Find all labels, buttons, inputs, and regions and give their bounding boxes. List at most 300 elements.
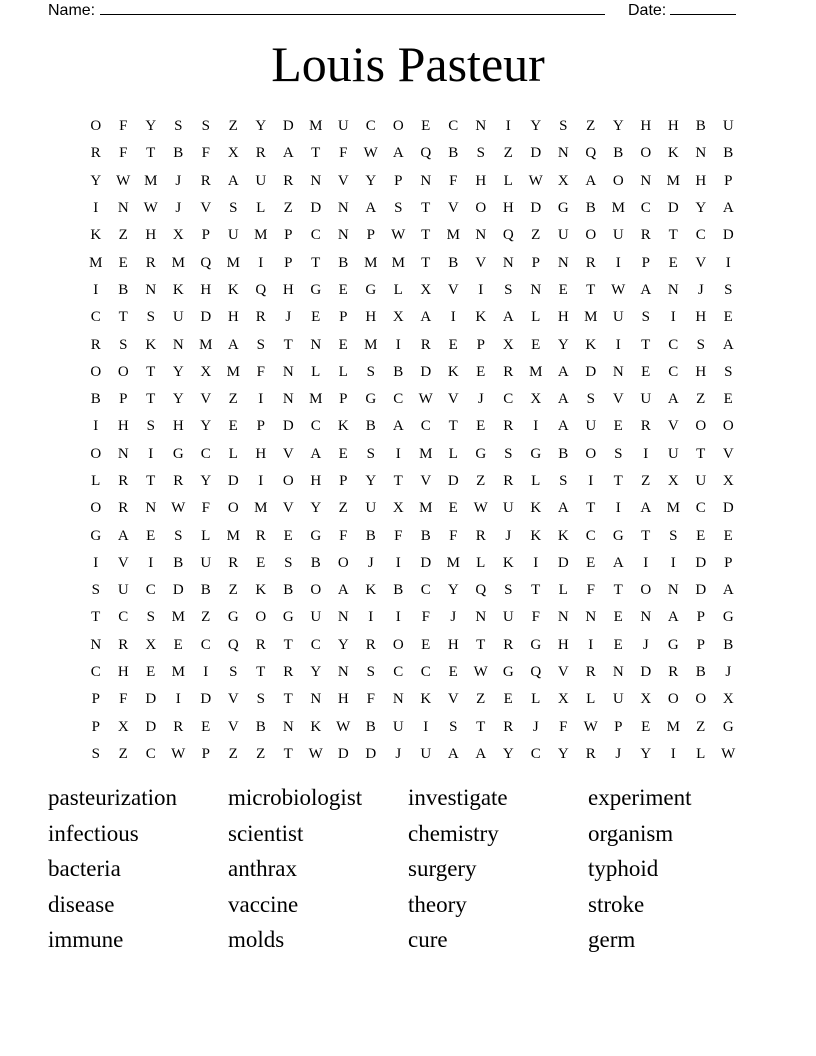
grid-letter[interactable]: V bbox=[200, 391, 212, 408]
grid-letter[interactable]: V bbox=[282, 500, 294, 517]
grid-letter[interactable]: T bbox=[531, 582, 541, 599]
grid-letter[interactable]: Y bbox=[310, 500, 322, 517]
grid-letter[interactable]: Y bbox=[172, 391, 184, 408]
grid-letter[interactable]: D bbox=[420, 554, 432, 571]
grid-letter[interactable]: F bbox=[559, 718, 568, 735]
grid-letter[interactable]: N bbox=[475, 609, 487, 626]
grid-letter[interactable]: N bbox=[337, 200, 349, 217]
grid-letter[interactable]: X bbox=[557, 691, 569, 708]
grid-letter[interactable]: V bbox=[447, 200, 459, 217]
grid-letter[interactable]: S bbox=[229, 200, 238, 217]
grid-letter[interactable]: M bbox=[419, 500, 433, 517]
grid-letter[interactable]: C bbox=[145, 582, 156, 599]
grid-letter[interactable]: R bbox=[640, 418, 651, 435]
grid-letter[interactable]: A bbox=[475, 745, 487, 762]
grid-letter[interactable]: O bbox=[227, 500, 239, 517]
grid-letter[interactable]: B bbox=[585, 200, 596, 217]
grid-letter[interactable]: Y bbox=[255, 118, 267, 135]
grid-letter[interactable]: I bbox=[148, 445, 154, 462]
grid-letter[interactable]: N bbox=[310, 336, 322, 353]
grid-letter[interactable]: G bbox=[310, 527, 322, 544]
grid-letter[interactable]: K bbox=[227, 281, 239, 298]
grid-letter[interactable]: R bbox=[145, 254, 156, 271]
grid-letter[interactable]: F bbox=[201, 145, 210, 162]
grid-letter[interactable]: L bbox=[228, 445, 238, 462]
grid-letter[interactable]: P bbox=[201, 745, 210, 762]
grid-letter[interactable]: V bbox=[227, 718, 239, 735]
grid-letter[interactable]: Q bbox=[585, 145, 597, 162]
grid-letter[interactable]: I bbox=[93, 281, 99, 298]
grid-letter[interactable]: E bbox=[476, 418, 486, 435]
grid-letter[interactable]: P bbox=[339, 473, 348, 489]
grid-letter[interactable]: I bbox=[505, 118, 511, 135]
grid-letter[interactable]: S bbox=[256, 691, 265, 708]
grid-letter[interactable]: F bbox=[531, 609, 540, 626]
grid-letter[interactable]: M bbox=[446, 554, 460, 571]
grid-letter[interactable]: S bbox=[256, 336, 265, 353]
grid-letter[interactable]: P bbox=[91, 691, 100, 708]
grid-letter[interactable]: D bbox=[227, 473, 239, 489]
grid-letter[interactable]: C bbox=[448, 118, 459, 135]
grid-letter[interactable]: D bbox=[585, 363, 597, 380]
grid-letter[interactable]: S bbox=[586, 391, 595, 408]
grid-letter[interactable]: S bbox=[504, 281, 513, 298]
grid-letter[interactable]: N bbox=[145, 500, 157, 517]
grid-letter[interactable]: Y bbox=[90, 172, 102, 189]
grid-letter[interactable]: F bbox=[256, 363, 265, 380]
grid-letter[interactable]: K bbox=[475, 309, 487, 326]
grid-letter[interactable]: L bbox=[531, 691, 541, 708]
grid-letter[interactable]: K bbox=[502, 554, 514, 571]
grid-letter[interactable]: X bbox=[227, 145, 239, 162]
grid-letter[interactable]: F bbox=[339, 527, 348, 544]
grid-letter[interactable]: A bbox=[640, 281, 652, 298]
grid-letter[interactable]: W bbox=[473, 500, 488, 517]
grid-letter[interactable]: C bbox=[90, 309, 101, 326]
grid-letter[interactable]: S bbox=[91, 745, 100, 762]
grid-letter[interactable]: O bbox=[90, 118, 102, 135]
grid-letter[interactable]: L bbox=[531, 309, 541, 326]
grid-letter[interactable]: D bbox=[310, 200, 322, 217]
grid-letter[interactable]: N bbox=[667, 281, 679, 298]
grid-letter[interactable]: P bbox=[641, 254, 650, 271]
grid-letter[interactable]: N bbox=[337, 609, 349, 626]
grid-letter[interactable]: I bbox=[450, 309, 456, 326]
grid-letter[interactable]: H bbox=[502, 200, 514, 217]
grid-letter[interactable]: I bbox=[615, 500, 621, 517]
grid-letter[interactable]: O bbox=[90, 445, 102, 462]
grid-letter[interactable]: B bbox=[723, 636, 734, 653]
grid-letter[interactable]: T bbox=[256, 664, 266, 681]
grid-letter[interactable]: M bbox=[254, 227, 268, 244]
grid-letter[interactable]: L bbox=[586, 691, 596, 708]
grid-letter[interactable]: J bbox=[642, 636, 649, 653]
grid-letter[interactable]: U bbox=[172, 309, 184, 326]
grid-letter[interactable]: O bbox=[475, 200, 487, 217]
grid-letter[interactable]: T bbox=[448, 418, 458, 435]
grid-letter[interactable]: E bbox=[118, 254, 128, 271]
grid-letter[interactable]: P bbox=[339, 309, 348, 326]
grid-letter[interactable]: V bbox=[227, 691, 239, 708]
grid-letter[interactable]: R bbox=[585, 745, 596, 762]
grid-letter[interactable]: K bbox=[145, 336, 157, 353]
grid-letter[interactable]: E bbox=[448, 336, 458, 353]
grid-letter[interactable]: S bbox=[394, 200, 403, 217]
grid-letter[interactable]: N bbox=[90, 636, 102, 653]
grid-letter[interactable]: R bbox=[585, 664, 596, 681]
grid-letter[interactable]: Y bbox=[612, 118, 624, 135]
grid-letter[interactable]: B bbox=[365, 418, 376, 435]
grid-letter[interactable]: E bbox=[311, 309, 321, 326]
grid-letter[interactable]: T bbox=[641, 336, 651, 353]
grid-letter[interactable]: M bbox=[419, 445, 433, 462]
grid-letter[interactable]: S bbox=[174, 527, 183, 544]
grid-letter[interactable]: A bbox=[612, 554, 624, 571]
grid-letter[interactable]: T bbox=[283, 336, 293, 353]
grid-letter[interactable]: E bbox=[476, 363, 486, 380]
grid-letter[interactable]: B bbox=[200, 582, 211, 599]
grid-letter[interactable]: B bbox=[283, 582, 294, 599]
grid-letter[interactable]: T bbox=[476, 636, 486, 653]
grid-letter[interactable]: A bbox=[557, 363, 569, 380]
grid-letter[interactable]: W bbox=[363, 145, 378, 162]
grid-letter[interactable]: M bbox=[226, 527, 240, 544]
grid-letter[interactable]: O bbox=[90, 500, 102, 517]
grid-letter[interactable]: A bbox=[365, 200, 377, 217]
grid-letter[interactable]: V bbox=[337, 172, 349, 189]
grid-letter[interactable]: D bbox=[667, 200, 679, 217]
grid-letter[interactable]: H bbox=[640, 118, 652, 135]
grid-letter[interactable]: C bbox=[668, 336, 679, 353]
grid-letter[interactable]: I bbox=[643, 445, 649, 462]
grid-letter[interactable]: A bbox=[447, 745, 459, 762]
grid-letter[interactable]: O bbox=[585, 445, 597, 462]
grid-letter[interactable]: S bbox=[366, 445, 375, 462]
grid-letter[interactable]: L bbox=[696, 745, 706, 762]
grid-letter[interactable]: E bbox=[503, 691, 513, 708]
grid-letter[interactable]: H bbox=[695, 363, 707, 380]
grid-letter[interactable]: T bbox=[586, 281, 596, 298]
grid-letter[interactable]: O bbox=[667, 691, 679, 708]
grid-letter[interactable]: U bbox=[420, 745, 432, 762]
grid-letter[interactable]: S bbox=[366, 664, 375, 681]
grid-letter[interactable]: H bbox=[557, 636, 569, 653]
grid-letter[interactable]: S bbox=[724, 363, 733, 380]
grid-letter[interactable]: R bbox=[90, 336, 101, 353]
grid-letter[interactable]: O bbox=[722, 418, 734, 435]
grid-letter[interactable]: Y bbox=[200, 473, 212, 489]
grid-letter[interactable]: V bbox=[557, 664, 569, 681]
grid-letter[interactable]: D bbox=[145, 718, 157, 735]
grid-letter[interactable]: V bbox=[475, 254, 487, 271]
grid-letter[interactable]: U bbox=[337, 118, 349, 135]
grid-letter[interactable]: H bbox=[447, 636, 459, 653]
grid-letter[interactable]: U bbox=[612, 691, 624, 708]
grid-letter[interactable]: Z bbox=[531, 227, 541, 244]
grid-letter[interactable]: J bbox=[367, 554, 374, 571]
grid-letter[interactable]: A bbox=[502, 309, 514, 326]
grid-letter[interactable]: H bbox=[227, 309, 239, 326]
grid-letter[interactable]: E bbox=[668, 254, 678, 271]
grid-letter[interactable]: C bbox=[310, 636, 321, 653]
grid-letter[interactable]: T bbox=[283, 745, 293, 762]
grid-letter[interactable]: I bbox=[93, 554, 99, 571]
grid-letter[interactable]: Q bbox=[200, 254, 212, 271]
grid-letter[interactable]: H bbox=[200, 281, 212, 298]
grid-letter[interactable]: L bbox=[531, 473, 541, 489]
grid-letter[interactable]: M bbox=[309, 118, 323, 135]
grid-letter[interactable]: T bbox=[613, 582, 623, 599]
grid-letter[interactable]: X bbox=[392, 309, 404, 326]
grid-letter[interactable]: E bbox=[421, 118, 431, 135]
grid-letter[interactable]: G bbox=[612, 527, 624, 544]
grid-letter[interactable]: G bbox=[722, 718, 734, 735]
grid-letter[interactable]: K bbox=[172, 281, 184, 298]
grid-letter[interactable]: Y bbox=[200, 418, 212, 435]
grid-letter[interactable]: R bbox=[585, 254, 596, 271]
grid-letter[interactable]: A bbox=[722, 200, 734, 217]
grid-letter[interactable]: D bbox=[722, 227, 734, 244]
grid-letter[interactable]: Y bbox=[502, 745, 514, 762]
grid-letter[interactable]: Z bbox=[228, 118, 238, 135]
grid-letter[interactable]: U bbox=[502, 500, 514, 517]
grid-letter[interactable]: R bbox=[255, 636, 266, 653]
grid-letter[interactable]: E bbox=[338, 336, 348, 353]
grid-letter[interactable]: R bbox=[503, 363, 514, 380]
grid-letter[interactable]: U bbox=[695, 473, 707, 489]
grid-letter[interactable]: N bbox=[310, 691, 322, 708]
grid-letter[interactable]: P bbox=[724, 554, 733, 571]
grid-letter[interactable]: O bbox=[255, 609, 267, 626]
grid-letter[interactable]: H bbox=[695, 309, 707, 326]
grid-letter[interactable]: M bbox=[666, 172, 680, 189]
grid-letter[interactable]: J bbox=[615, 745, 622, 762]
grid-letter[interactable]: V bbox=[722, 445, 734, 462]
grid-letter[interactable]: P bbox=[284, 254, 293, 271]
grid-letter[interactable]: E bbox=[613, 609, 623, 626]
grid-letter[interactable]: P bbox=[119, 391, 128, 408]
grid-letter[interactable]: I bbox=[395, 445, 401, 462]
grid-letter[interactable]: S bbox=[146, 309, 155, 326]
grid-letter[interactable]: W bbox=[473, 664, 488, 681]
grid-letter[interactable]: S bbox=[146, 609, 155, 626]
grid-letter[interactable]: O bbox=[392, 118, 404, 135]
grid-letter[interactable]: W bbox=[418, 391, 433, 408]
grid-letter[interactable]: G bbox=[172, 445, 184, 462]
grid-letter[interactable]: G bbox=[90, 527, 102, 544]
grid-letter[interactable]: R bbox=[420, 336, 431, 353]
grid-letter[interactable]: B bbox=[723, 145, 734, 162]
grid-letter[interactable]: M bbox=[666, 718, 680, 735]
grid-letter[interactable]: T bbox=[283, 691, 293, 708]
grid-letter[interactable]: L bbox=[338, 363, 348, 380]
grid-letter[interactable]: N bbox=[172, 336, 184, 353]
grid-letter[interactable]: N bbox=[282, 363, 294, 380]
grid-letter[interactable]: O bbox=[392, 636, 404, 653]
grid-letter[interactable]: G bbox=[475, 445, 487, 462]
grid-letter[interactable]: M bbox=[199, 336, 213, 353]
grid-letter[interactable]: R bbox=[118, 636, 129, 653]
grid-letter[interactable]: N bbox=[640, 172, 652, 189]
grid-letter[interactable]: A bbox=[420, 309, 432, 326]
grid-letter[interactable]: J bbox=[285, 309, 292, 326]
grid-letter[interactable]: O bbox=[117, 363, 129, 380]
grid-letter[interactable]: X bbox=[145, 636, 157, 653]
grid-letter[interactable]: I bbox=[670, 745, 676, 762]
grid-letter[interactable]: S bbox=[669, 527, 678, 544]
grid-letter[interactable]: N bbox=[557, 254, 569, 271]
grid-letter[interactable]: A bbox=[585, 172, 597, 189]
grid-letter[interactable]: L bbox=[393, 281, 403, 298]
grid-letter[interactable]: G bbox=[365, 391, 377, 408]
grid-letter[interactable]: Y bbox=[365, 172, 377, 189]
grid-letter[interactable]: S bbox=[724, 281, 733, 298]
grid-letter[interactable]: N bbox=[282, 391, 294, 408]
grid-letter[interactable]: J bbox=[697, 281, 704, 298]
grid-letter[interactable]: D bbox=[172, 582, 184, 599]
grid-letter[interactable]: T bbox=[421, 254, 431, 271]
grid-letter[interactable]: K bbox=[667, 145, 679, 162]
grid-letter[interactable]: D bbox=[200, 309, 212, 326]
grid-letter[interactable]: V bbox=[612, 391, 624, 408]
grid-letter[interactable]: P bbox=[696, 636, 705, 653]
grid-letter[interactable]: H bbox=[172, 418, 184, 435]
grid-letter[interactable]: U bbox=[227, 227, 239, 244]
grid-letter[interactable]: U bbox=[612, 309, 624, 326]
grid-letter[interactable]: N bbox=[530, 281, 542, 298]
grid-letter[interactable]: I bbox=[203, 664, 209, 681]
grid-letter[interactable]: H bbox=[117, 418, 129, 435]
grid-letter[interactable]: B bbox=[695, 664, 706, 681]
grid-letter[interactable]: B bbox=[338, 254, 349, 271]
grid-letter[interactable]: R bbox=[173, 718, 184, 735]
grid-letter[interactable]: X bbox=[667, 473, 679, 489]
grid-letter[interactable]: K bbox=[420, 691, 432, 708]
grid-letter[interactable]: I bbox=[258, 254, 264, 271]
grid-letter[interactable]: P bbox=[394, 172, 403, 189]
grid-letter[interactable]: Y bbox=[640, 745, 652, 762]
grid-letter[interactable]: Z bbox=[696, 391, 706, 408]
grid-letter[interactable]: M bbox=[171, 254, 185, 271]
grid-letter[interactable]: M bbox=[611, 200, 625, 217]
grid-letter[interactable]: V bbox=[282, 445, 294, 462]
grid-letter[interactable]: R bbox=[228, 554, 239, 571]
grid-letter[interactable]: C bbox=[695, 227, 706, 244]
grid-letter[interactable]: X bbox=[530, 391, 542, 408]
grid-letter[interactable]: Z bbox=[476, 473, 486, 489]
grid-letter[interactable]: P bbox=[366, 227, 375, 244]
grid-letter[interactable]: E bbox=[173, 636, 183, 653]
grid-letter[interactable]: L bbox=[311, 363, 321, 380]
grid-letter[interactable]: H bbox=[145, 227, 157, 244]
grid-letter[interactable]: T bbox=[421, 200, 431, 217]
grid-letter[interactable]: V bbox=[117, 554, 129, 571]
grid-letter[interactable]: S bbox=[696, 336, 705, 353]
grid-letter[interactable]: Q bbox=[255, 281, 267, 298]
grid-letter[interactable]: S bbox=[146, 418, 155, 435]
grid-letter[interactable]: E bbox=[641, 718, 651, 735]
grid-letter[interactable]: Y bbox=[695, 200, 707, 217]
grid-letter[interactable]: O bbox=[337, 554, 349, 571]
grid-letter[interactable]: D bbox=[640, 664, 652, 681]
grid-letter[interactable]: Y bbox=[557, 336, 569, 353]
grid-letter[interactable]: C bbox=[420, 664, 431, 681]
grid-letter[interactable]: N bbox=[695, 145, 707, 162]
grid-letter[interactable]: J bbox=[725, 664, 732, 681]
grid-letter[interactable]: H bbox=[117, 664, 129, 681]
grid-letter[interactable]: Q bbox=[420, 145, 432, 162]
grid-letter[interactable]: T bbox=[311, 254, 321, 271]
grid-letter[interactable]: M bbox=[144, 172, 158, 189]
date-blank-line[interactable] bbox=[670, 0, 736, 15]
grid-letter[interactable]: N bbox=[337, 664, 349, 681]
grid-letter[interactable]: V bbox=[447, 391, 459, 408]
grid-letter[interactable]: B bbox=[558, 445, 569, 462]
grid-letter[interactable]: G bbox=[502, 664, 514, 681]
grid-letter[interactable]: U bbox=[255, 172, 267, 189]
grid-letter[interactable]: R bbox=[118, 500, 129, 517]
grid-letter[interactable]: G bbox=[530, 636, 542, 653]
grid-letter[interactable]: V bbox=[420, 473, 432, 489]
grid-letter[interactable]: F bbox=[394, 527, 403, 544]
grid-letter[interactable]: E bbox=[283, 527, 293, 544]
grid-letter[interactable]: C bbox=[310, 418, 321, 435]
grid-letter[interactable]: H bbox=[337, 691, 349, 708]
grid-letter[interactable]: C bbox=[503, 391, 514, 408]
grid-letter[interactable]: C bbox=[200, 636, 211, 653]
grid-letter[interactable]: Z bbox=[503, 145, 513, 162]
grid-letter[interactable]: A bbox=[667, 609, 679, 626]
grid-letter[interactable]: F bbox=[201, 500, 210, 517]
grid-letter[interactable]: K bbox=[255, 582, 267, 599]
grid-letter[interactable]: A bbox=[227, 172, 239, 189]
grid-letter[interactable]: Q bbox=[530, 664, 542, 681]
grid-letter[interactable]: R bbox=[503, 418, 514, 435]
grid-letter[interactable]: I bbox=[148, 554, 154, 571]
grid-letter[interactable]: M bbox=[309, 391, 323, 408]
grid-letter[interactable]: S bbox=[284, 554, 293, 571]
grid-letter[interactable]: A bbox=[640, 500, 652, 517]
grid-letter[interactable]: R bbox=[118, 473, 129, 489]
grid-letter[interactable]: E bbox=[586, 554, 596, 571]
grid-letter[interactable]: X bbox=[722, 691, 734, 708]
grid-letter[interactable]: H bbox=[475, 172, 487, 189]
grid-letter[interactable]: B bbox=[173, 145, 184, 162]
grid-letter[interactable]: C bbox=[640, 200, 651, 217]
grid-letter[interactable]: O bbox=[612, 172, 624, 189]
grid-letter[interactable]: T bbox=[91, 609, 101, 626]
grid-letter[interactable]: H bbox=[282, 281, 294, 298]
grid-letter[interactable]: Y bbox=[310, 664, 322, 681]
grid-letter[interactable]: I bbox=[258, 473, 264, 489]
grid-letter[interactable]: R bbox=[475, 527, 486, 544]
grid-letter[interactable]: H bbox=[695, 172, 707, 189]
grid-letter[interactable]: P bbox=[91, 718, 100, 735]
grid-letter[interactable]: U bbox=[200, 554, 212, 571]
grid-letter[interactable]: N bbox=[117, 445, 129, 462]
grid-letter[interactable]: W bbox=[171, 500, 186, 517]
grid-letter[interactable]: Q bbox=[475, 582, 487, 599]
grid-letter[interactable]: T bbox=[393, 473, 403, 489]
grid-letter[interactable]: T bbox=[146, 145, 156, 162]
grid-letter[interactable]: J bbox=[477, 391, 484, 408]
grid-letter[interactable]: E bbox=[723, 309, 733, 326]
grid-letter[interactable]: G bbox=[227, 609, 239, 626]
grid-letter[interactable]: Z bbox=[586, 118, 596, 135]
grid-letter[interactable]: L bbox=[476, 554, 486, 571]
grid-letter[interactable]: K bbox=[337, 418, 349, 435]
grid-letter[interactable]: A bbox=[557, 500, 569, 517]
